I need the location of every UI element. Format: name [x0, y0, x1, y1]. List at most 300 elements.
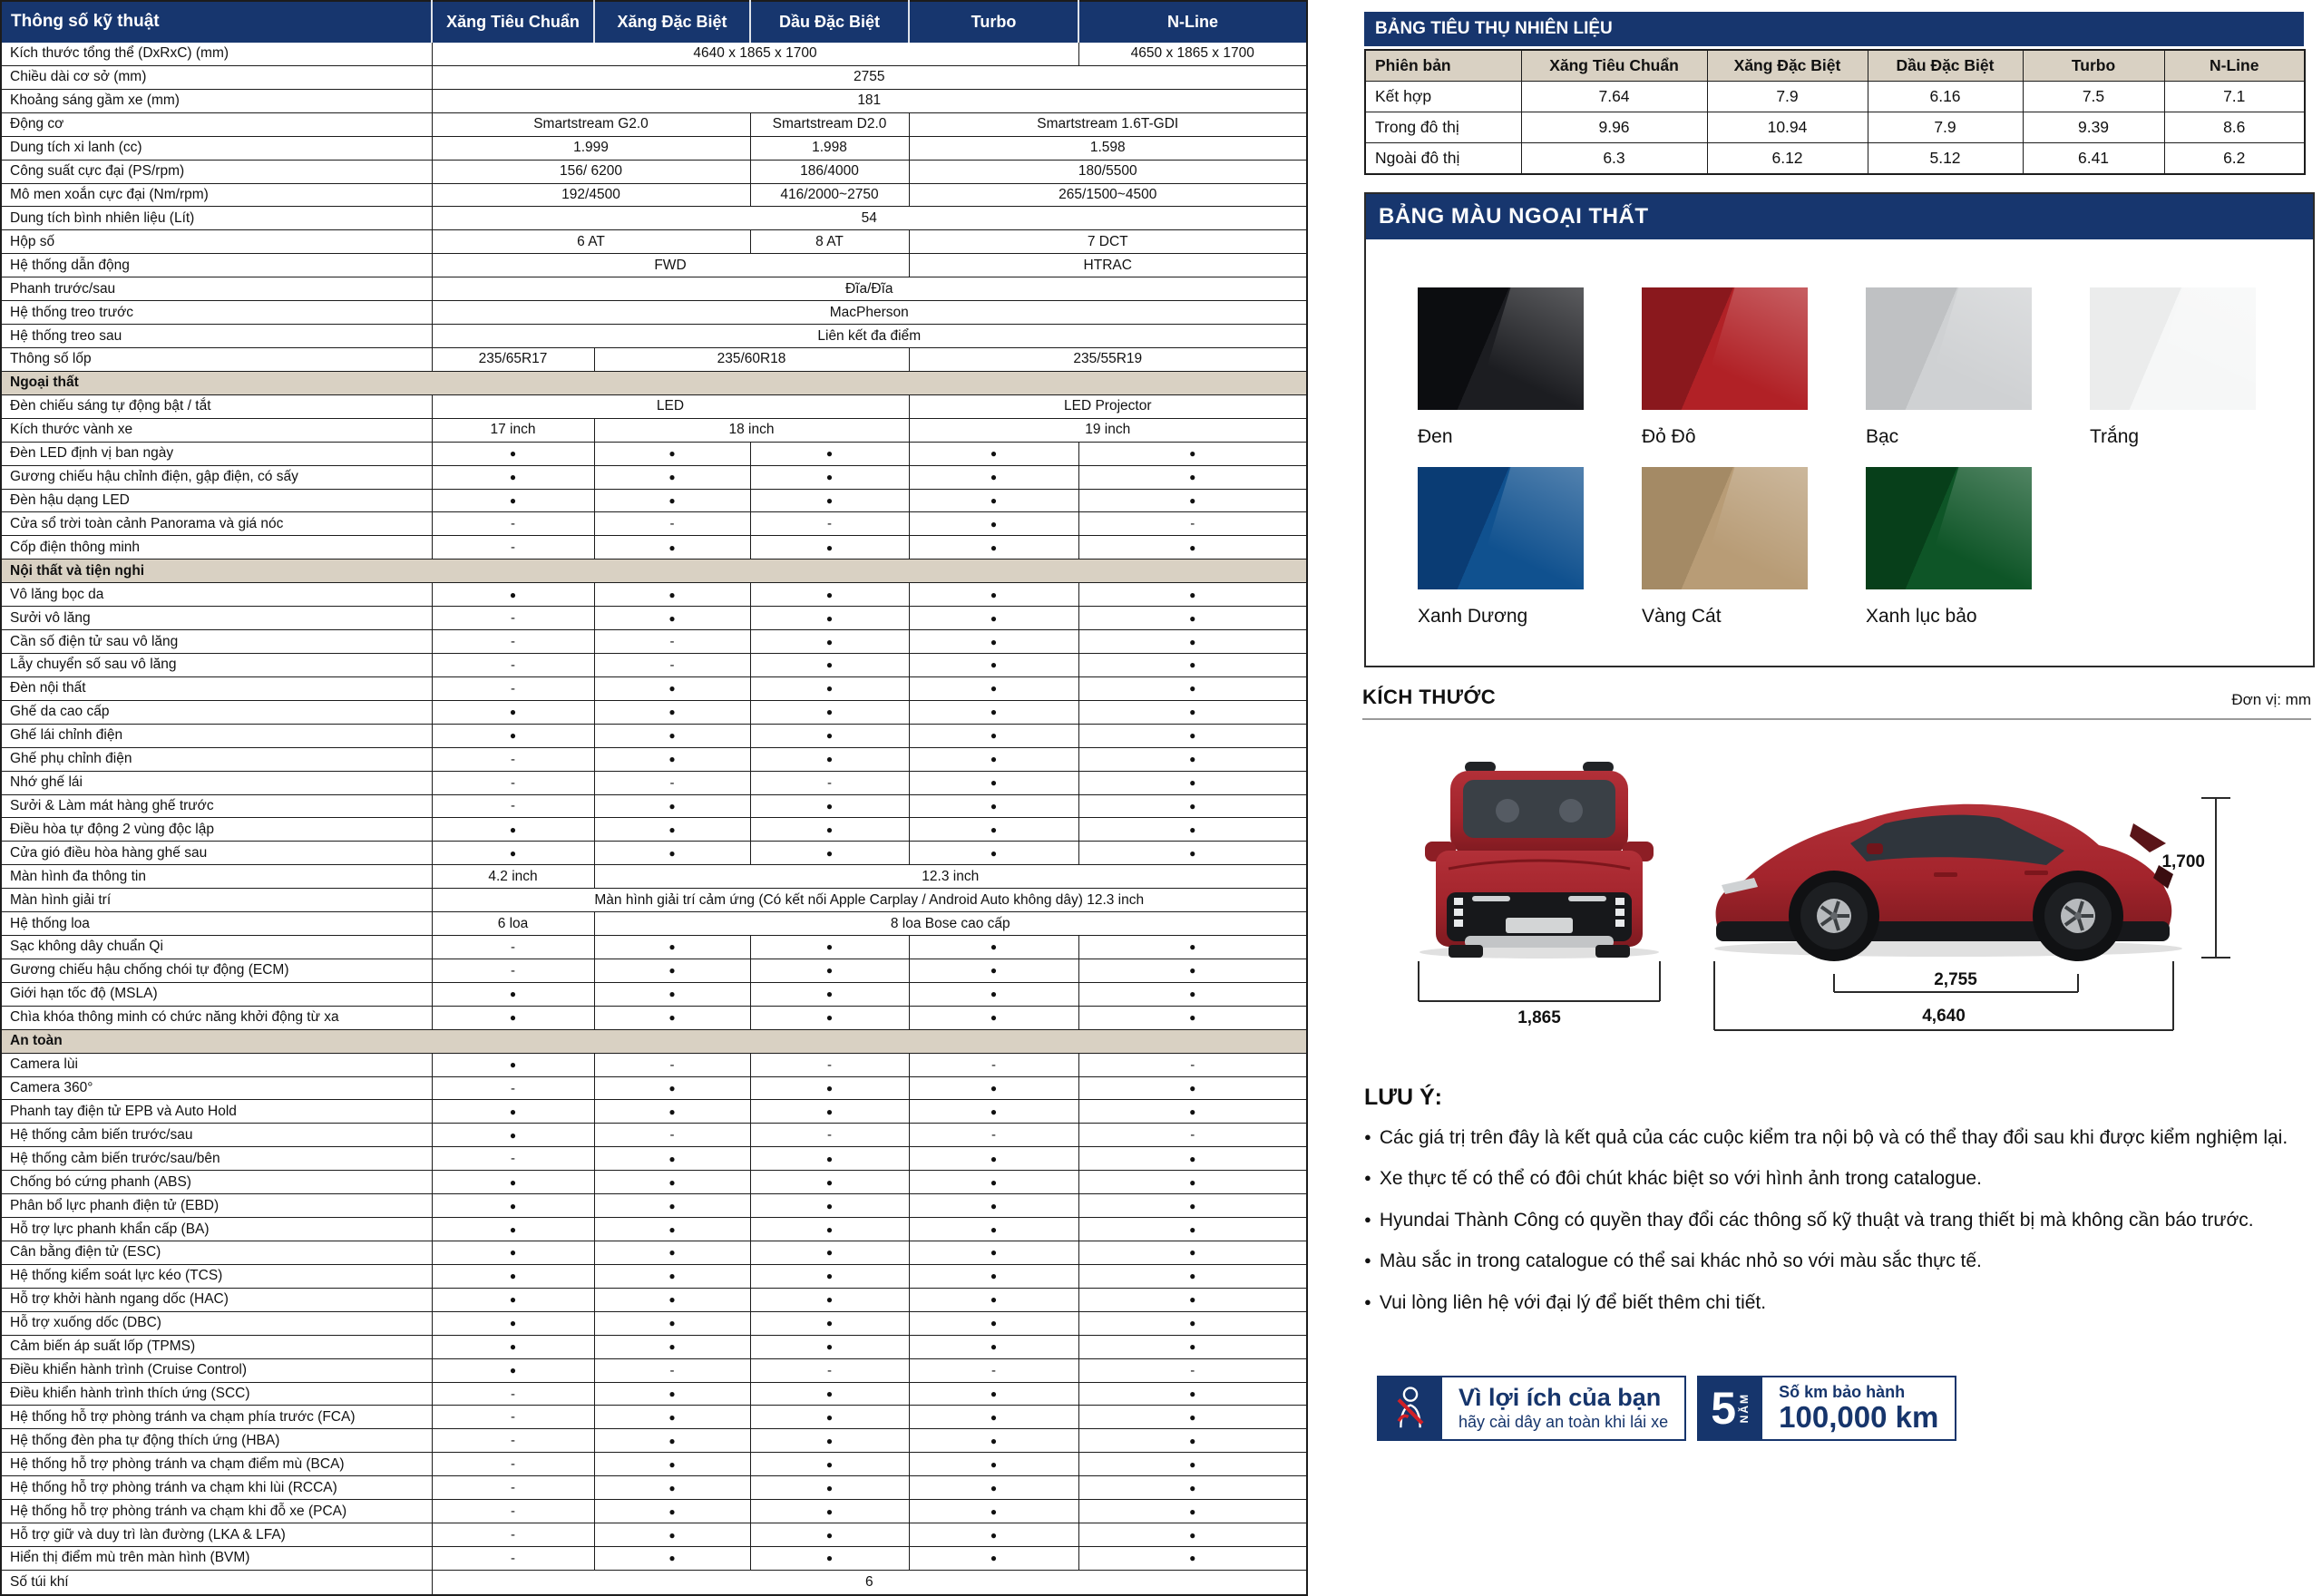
color-swatch-label: Đỏ Đô	[1642, 426, 1696, 447]
feature-included-dot: ●	[1078, 1311, 1307, 1335]
spec-row-label: Sạc không dây chuẩn Qi	[1, 936, 432, 959]
feature-included-dot: ●	[1078, 1194, 1307, 1218]
feature-included-dot: ●	[1078, 1100, 1307, 1124]
spec-row-label: Chiều dài cơ sở (mm)	[1, 65, 432, 89]
feature-included-dot: ●	[909, 1006, 1078, 1029]
feature-included-dot: ●	[909, 1171, 1078, 1194]
spec-row-label: Hỗ trợ xuống dốc (DBC)	[1, 1311, 432, 1335]
spec-row-label: Cửa gió điều hòa hàng ghế sau	[1, 842, 432, 865]
spec-row-label: Hỗ trợ lực phanh khẩn cấp (BA)	[1, 1218, 432, 1241]
feature-included-dot: ●	[909, 1547, 1078, 1571]
spec-row	[1, 959, 1307, 982]
feature-included-dot: ●	[909, 1406, 1078, 1429]
spec-value: 12.3 inch	[594, 865, 1307, 889]
spec-row-label: Ghế da cao cấp	[1, 700, 432, 724]
spec-row	[1, 1288, 1307, 1311]
spec-row-label: Điều khiển hành trình (Cruise Control)	[1, 1358, 432, 1382]
spec-row	[1, 1358, 1307, 1382]
feature-included-dot: ●	[1078, 959, 1307, 982]
feature-included-dot: ●	[594, 489, 750, 512]
spec-row	[1, 936, 1307, 959]
spec-row-label: Đèn LED định vị ban ngày	[1, 442, 432, 465]
feature-included-dot: ●	[909, 1076, 1078, 1100]
spec-row-label: Chống bó cứng phanh (ABS)	[1, 1171, 432, 1194]
feature-included-dot: ●	[594, 1264, 750, 1288]
fuel-table	[1364, 49, 2306, 175]
spec-value: HTRAC	[909, 254, 1307, 277]
feature-included-dot: ●	[750, 653, 909, 676]
feature-included-dot: ●	[432, 818, 594, 842]
feature-included-dot: ●	[432, 1335, 594, 1358]
warranty-badge-line2: 100,000 km	[1779, 1400, 1939, 1435]
car-front-view-illustration	[1420, 762, 1659, 959]
spec-row	[1, 1053, 1307, 1076]
spec-row	[1, 183, 1307, 207]
feature-unavailable-dash: -	[750, 1053, 909, 1076]
feature-included-dot: ●	[1078, 442, 1307, 465]
feature-unavailable-dash: -	[432, 653, 594, 676]
notes-block	[1364, 1085, 2317, 1317]
spec-row	[1, 818, 1307, 842]
feature-included-dot: ●	[1078, 1335, 1307, 1358]
spec-row-label: Mô men xoắn cực đại (Nm/rpm)	[1, 183, 432, 207]
feature-included-dot: ●	[1078, 936, 1307, 959]
feature-unavailable-dash: -	[432, 607, 594, 630]
spec-value: 7 DCT	[909, 230, 1307, 254]
spec-row	[1, 1264, 1307, 1288]
spec-row-label: Gương chiếu hậu chống chói tự động (ECM)	[1, 959, 432, 982]
spec-row-label: Hệ thống hỗ trợ phòng tránh va chạm khi đỗ xe (PCA)	[1, 1500, 432, 1523]
spec-row-label: Phanh trước/sau	[1, 277, 432, 301]
feature-unavailable-dash: -	[432, 936, 594, 959]
feature-unavailable-dash: -	[1078, 1053, 1307, 1076]
spec-row	[1, 1382, 1307, 1406]
feature-included-dot: ●	[1078, 1076, 1307, 1100]
spec-row	[1, 912, 1307, 936]
spec-row-label: Hệ thống dẫn động	[1, 254, 432, 277]
feature-included-dot: ●	[909, 442, 1078, 465]
seatbelt-badge-title: Vì lợi ích của bạn	[1459, 1383, 1662, 1411]
feature-included-dot: ●	[909, 489, 1078, 512]
spec-row	[1, 1500, 1307, 1523]
feature-included-dot: ●	[750, 1171, 909, 1194]
feature-included-dot: ●	[594, 676, 750, 700]
spec-row-label: Chìa khóa thông minh có chức năng khởi động từ xa	[1, 1006, 432, 1029]
spec-row-label: Đèn hậu dạng LED	[1, 489, 432, 512]
spec-row-label: Hệ thống loa	[1, 912, 432, 936]
spec-row	[1, 1570, 1307, 1595]
dimensions-header	[1362, 686, 2311, 709]
spec-row	[1, 442, 1307, 465]
feature-included-dot: ●	[1078, 700, 1307, 724]
feature-included-dot: ●	[594, 1241, 750, 1265]
spec-section-row	[1, 371, 1307, 394]
feature-included-dot: ●	[1078, 1523, 1307, 1547]
color-swatch	[1642, 467, 1808, 589]
feature-included-dot: ●	[909, 1100, 1078, 1124]
feature-included-dot: ●	[909, 630, 1078, 654]
spec-row-label: Động cơ	[1, 112, 432, 136]
seatbelt-badge-subtitle: hãy cài dây an toàn khi lái xe	[1459, 1413, 1669, 1432]
spec-row	[1, 982, 1307, 1006]
spec-row	[1, 676, 1307, 700]
feature-included-dot: ●	[909, 1288, 1078, 1311]
spec-row	[1, 842, 1307, 865]
spec-value: LED Projector	[909, 394, 1307, 418]
feature-included-dot: ●	[750, 1500, 909, 1523]
feature-included-dot: ●	[750, 842, 909, 865]
fuel-value: 6.41	[2023, 143, 2164, 175]
feature-included-dot: ●	[1078, 842, 1307, 865]
spec-table-title: Thông số kỹ thuật	[1, 1, 432, 43]
spec-row	[1, 889, 1307, 912]
spec-row-label: Cân bằng điện tử (ESC)	[1, 1241, 432, 1265]
feature-unavailable-dash: -	[432, 1453, 594, 1476]
feature-included-dot: ●	[594, 1406, 750, 1429]
spec-row-label: Ghế lái chỉnh điện	[1, 724, 432, 747]
feature-included-dot: ●	[909, 1218, 1078, 1241]
feature-included-dot: ●	[750, 676, 909, 700]
feature-included-dot: ●	[1078, 1476, 1307, 1500]
feature-included-dot: ●	[750, 959, 909, 982]
color-swatch-card	[1642, 467, 1808, 628]
feature-unavailable-dash: -	[432, 1382, 594, 1406]
fuel-value: 8.6	[2164, 112, 2305, 143]
feature-included-dot: ●	[1078, 1218, 1307, 1241]
spec-row-label: Lẫy chuyển số sau vô lăng	[1, 653, 432, 676]
feature-included-dot: ●	[1078, 583, 1307, 607]
feature-included-dot: ●	[1078, 1241, 1307, 1265]
spec-row	[1, 112, 1307, 136]
spec-row	[1, 465, 1307, 489]
dimensions-unit-label: Đơn vị: mm	[2231, 691, 2311, 708]
feature-included-dot: ●	[909, 465, 1078, 489]
feature-included-dot: ●	[1078, 536, 1307, 560]
spec-row	[1, 1453, 1307, 1476]
feature-included-dot: ●	[750, 1547, 909, 1571]
feature-included-dot: ●	[594, 1476, 750, 1500]
feature-included-dot: ●	[594, 1335, 750, 1358]
spec-table-header-row	[1, 1, 1307, 43]
feature-unavailable-dash: -	[909, 1358, 1078, 1382]
fuel-value: 7.64	[1521, 82, 1707, 112]
feature-included-dot: ●	[432, 1053, 594, 1076]
feature-included-dot: ●	[750, 747, 909, 771]
spec-value: 1.598	[909, 136, 1307, 160]
feature-included-dot: ●	[432, 1100, 594, 1124]
note-item: ● Màu sắc in trong catalogue có thể sai khác nhỏ so với màu sắc thực tế.	[1364, 1248, 2317, 1275]
feature-unavailable-dash: -	[432, 536, 594, 560]
feature-included-dot: ●	[432, 842, 594, 865]
feature-included-dot: ●	[594, 1523, 750, 1547]
feature-unavailable-dash: -	[594, 630, 750, 654]
spec-value: 4640 x 1865 x 1700	[432, 43, 1078, 66]
feature-unavailable-dash: -	[594, 512, 750, 536]
feature-included-dot: ●	[432, 1171, 594, 1194]
spec-row-label: Ghế phụ chỉnh điện	[1, 747, 432, 771]
feature-unavailable-dash: -	[432, 747, 594, 771]
feature-included-dot: ●	[1078, 1453, 1307, 1476]
spec-row	[1, 394, 1307, 418]
feature-included-dot: ●	[594, 1171, 750, 1194]
feature-included-dot: ●	[1078, 653, 1307, 676]
fuel-col-header: Dầu Đặc Biệt	[1868, 50, 2023, 82]
spec-row-label: Sưởi vô lăng	[1, 607, 432, 630]
feature-included-dot: ●	[909, 982, 1078, 1006]
feature-included-dot: ●	[594, 1147, 750, 1171]
feature-included-dot: ●	[1078, 771, 1307, 794]
feature-included-dot: ●	[594, 747, 750, 771]
fuel-row	[1365, 143, 2305, 175]
feature-included-dot: ●	[750, 536, 909, 560]
feature-included-dot: ●	[432, 724, 594, 747]
spec-row-label: Thông số lốp	[1, 347, 432, 371]
spec-value: MacPherson	[432, 301, 1307, 325]
fuel-value: 9.96	[1521, 112, 1707, 143]
fuel-value: 6.12	[1707, 143, 1868, 175]
feature-included-dot: ●	[909, 1523, 1078, 1547]
spec-row	[1, 1147, 1307, 1171]
feature-included-dot: ●	[750, 700, 909, 724]
feature-included-dot: ●	[750, 1311, 909, 1335]
color-swatch	[1418, 287, 1584, 410]
feature-included-dot: ●	[594, 1006, 750, 1029]
spec-value: Smartstream G2.0	[432, 112, 750, 136]
spec-value: LED	[432, 394, 909, 418]
spec-row-label: Cốp điện thông minh	[1, 536, 432, 560]
feature-unavailable-dash: -	[594, 1053, 750, 1076]
color-swatch-label: Đen	[1418, 426, 1453, 447]
feature-included-dot: ●	[432, 1358, 594, 1382]
warranty-badge-line1: Số km bảo hành	[1779, 1383, 1906, 1402]
spec-row	[1, 1523, 1307, 1547]
spec-row	[1, 724, 1307, 747]
feature-included-dot: ●	[432, 442, 594, 465]
fuel-col-header: Xăng Tiêu Chuẩn	[1521, 50, 1707, 82]
feature-included-dot: ●	[750, 818, 909, 842]
spec-row-label: Sưởi & Làm mát hàng ghế trước	[1, 794, 432, 818]
badge-row	[1377, 1376, 1956, 1441]
feature-included-dot: ●	[594, 442, 750, 465]
spec-row	[1, 747, 1307, 771]
spec-row-label: Camera 360°	[1, 1076, 432, 1100]
fuel-table-header-row	[1365, 50, 2305, 82]
spec-value: 186/4000	[750, 160, 909, 183]
spec-row	[1, 489, 1307, 512]
feature-included-dot: ●	[1078, 1547, 1307, 1571]
spec-row	[1, 653, 1307, 676]
feature-unavailable-dash: -	[432, 1076, 594, 1100]
spec-row-label: Khoảng sáng gầm xe (mm)	[1, 89, 432, 112]
color-swatch-label: Xanh lục bảo	[1866, 606, 1977, 627]
color-swatch-label: Trắng	[2090, 426, 2140, 447]
spec-row	[1, 347, 1307, 371]
exterior-colors-panel	[1364, 192, 2315, 667]
feature-included-dot: ●	[432, 700, 594, 724]
spec-section-label: Ngoại thất	[1, 371, 1307, 394]
fuel-row-label: Ngoài đô thị	[1365, 143, 1521, 175]
feature-included-dot: ●	[909, 512, 1078, 536]
spec-col-header: N-Line	[1078, 1, 1307, 43]
spec-row	[1, 1100, 1307, 1124]
feature-included-dot: ●	[594, 1311, 750, 1335]
feature-included-dot: ●	[909, 1335, 1078, 1358]
feature-included-dot: ●	[750, 1264, 909, 1288]
feature-included-dot: ●	[594, 1288, 750, 1311]
spec-row-label: Số túi khí	[1, 1570, 432, 1595]
feature-included-dot: ●	[909, 1500, 1078, 1523]
fuel-value: 6.16	[1868, 82, 2023, 112]
feature-included-dot: ●	[432, 1264, 594, 1288]
feature-included-dot: ●	[1078, 1406, 1307, 1429]
spec-col-header: Dầu Đặc Biệt	[750, 1, 909, 43]
spec-section-row	[1, 1029, 1307, 1053]
color-swatch-card	[1418, 287, 1584, 448]
spec-row-label: Hệ thống kiểm soát lực kéo (TCS)	[1, 1264, 432, 1288]
spec-row-label: Hệ thống cảm biến trước/sau/bên	[1, 1147, 432, 1171]
spec-row	[1, 89, 1307, 112]
spec-row-label: Cảm biến áp suất lốp (TPMS)	[1, 1335, 432, 1358]
dimensions-divider	[1362, 718, 2311, 720]
warranty-badge	[1697, 1376, 1956, 1441]
spec-row	[1, 630, 1307, 654]
feature-included-dot: ●	[1078, 630, 1307, 654]
feature-included-dot: ●	[1078, 465, 1307, 489]
spec-value: 235/55R19	[909, 347, 1307, 371]
fuel-row-label: Kết hợp	[1365, 82, 1521, 112]
feature-unavailable-dash: -	[594, 1124, 750, 1147]
feature-included-dot: ●	[594, 1218, 750, 1241]
spec-value: 235/65R17	[432, 347, 594, 371]
spec-col-header: Turbo	[909, 1, 1078, 43]
front-width-dim-label: 1,865	[1517, 1008, 1561, 1027]
feature-included-dot: ●	[909, 1241, 1078, 1265]
color-swatch-label: Vàng Cát	[1642, 606, 1722, 627]
feature-unavailable-dash: -	[432, 1523, 594, 1547]
spec-row-label: Hệ thống đèn pha tự động thích ứng (HBA)	[1, 1429, 432, 1453]
front-width-dim-line	[1419, 961, 1660, 1001]
spec-value: FWD	[432, 254, 909, 277]
color-swatch-grid	[1366, 239, 2313, 628]
spec-value: 6 loa	[432, 912, 594, 936]
note-item: ● Xe thực tế có thể có đôi chút khác biệt so với hình ảnh trong catalogue.	[1364, 1165, 2317, 1192]
feature-included-dot: ●	[909, 583, 1078, 607]
spec-row-label: Điều khiển hành trình thích ứng (SCC)	[1, 1382, 432, 1406]
spec-row-label: Hệ thống treo sau	[1, 325, 432, 348]
feature-unavailable-dash: -	[432, 1429, 594, 1453]
fuel-row	[1365, 112, 2305, 143]
feature-included-dot: ●	[1078, 1500, 1307, 1523]
height-dim-line	[2201, 798, 2230, 958]
feature-included-dot: ●	[750, 1406, 909, 1429]
spec-value: 6 AT	[432, 230, 750, 254]
feature-included-dot: ●	[432, 583, 594, 607]
warranty-years-number: 5	[1711, 1383, 1737, 1434]
spec-row-label: Cửa sổ trời toàn cảnh Panorama và giá nóc	[1, 512, 432, 536]
spec-row-label: Điều hòa tự động 2 vùng độc lập	[1, 818, 432, 842]
feature-included-dot: ●	[432, 1288, 594, 1311]
color-swatch-label: Xanh Dương	[1418, 606, 1528, 627]
spec-value: 54	[432, 207, 1307, 230]
feature-included-dot: ●	[594, 1547, 750, 1571]
spec-value: 8 AT	[750, 230, 909, 254]
spec-col-header: Xăng Đặc Biệt	[594, 1, 750, 43]
feature-included-dot: ●	[909, 771, 1078, 794]
feature-included-dot: ●	[1078, 818, 1307, 842]
feature-unavailable-dash: -	[432, 676, 594, 700]
spec-value: 17 inch	[432, 418, 594, 442]
spec-row-label: Phanh tay điện tử EPB và Auto Hold	[1, 1100, 432, 1124]
feature-included-dot: ●	[750, 1100, 909, 1124]
feature-included-dot: ●	[432, 465, 594, 489]
feature-unavailable-dash: -	[750, 1358, 909, 1382]
feature-unavailable-dash: -	[432, 512, 594, 536]
spec-row	[1, 1171, 1307, 1194]
fuel-value: 5.12	[1868, 143, 2023, 175]
spec-value: 6	[432, 1570, 1307, 1595]
feature-unavailable-dash: -	[432, 1147, 594, 1171]
spec-col-header: Xăng Tiêu Chuẩn	[432, 1, 594, 43]
feature-unavailable-dash: -	[750, 512, 909, 536]
fuel-table-title: BẢNG TIÊU THỤ NHIÊN LIỆU	[1364, 12, 2304, 46]
spec-row	[1, 1124, 1307, 1147]
spec-value: 4.2 inch	[432, 865, 594, 889]
feature-included-dot: ●	[750, 489, 909, 512]
fuel-row	[1365, 82, 2305, 112]
feature-included-dot: ●	[750, 1218, 909, 1241]
fuel-version-header: Phiên bản	[1365, 50, 1521, 82]
feature-included-dot: ●	[750, 1453, 909, 1476]
feature-included-dot: ●	[909, 607, 1078, 630]
spec-value: 180/5500	[909, 160, 1307, 183]
feature-unavailable-dash: -	[1078, 1124, 1307, 1147]
feature-included-dot: ●	[594, 583, 750, 607]
feature-included-dot: ●	[909, 818, 1078, 842]
spec-row	[1, 230, 1307, 254]
feature-included-dot: ●	[750, 1523, 909, 1547]
feature-unavailable-dash: -	[432, 1406, 594, 1429]
spec-row-label: Màn hình giải trí	[1, 889, 432, 912]
feature-included-dot: ●	[594, 1076, 750, 1100]
feature-unavailable-dash: -	[432, 794, 594, 818]
spec-row-label: Phân bổ lực phanh điện tử (EBD)	[1, 1194, 432, 1218]
feature-unavailable-dash: -	[1078, 1358, 1307, 1382]
fuel-value: 6.3	[1521, 143, 1707, 175]
exterior-colors-title: BẢNG MÀU NGOẠI THẤT	[1366, 194, 2313, 239]
feature-included-dot: ●	[750, 442, 909, 465]
spec-row-label: Hệ thống cảm biến trước/sau	[1, 1124, 432, 1147]
car-side-view-illustration	[1714, 804, 2182, 961]
color-swatch	[2090, 287, 2256, 410]
feature-included-dot: ●	[750, 724, 909, 747]
spec-value: 416/2000~2750	[750, 183, 909, 207]
feature-included-dot: ●	[1078, 1006, 1307, 1029]
spec-row	[1, 536, 1307, 560]
feature-unavailable-dash: -	[1078, 512, 1307, 536]
feature-included-dot: ●	[909, 700, 1078, 724]
spec-row-label: Hệ thống hỗ trợ phòng tránh va chạm khi lùi (RCCA)	[1, 1476, 432, 1500]
spec-value: Liên kết đa điểm	[432, 325, 1307, 348]
fuel-consumption-block	[1364, 12, 2304, 175]
spec-row	[1, 1218, 1307, 1241]
spec-value: Smartstream 1.6T-GDI	[909, 112, 1307, 136]
spec-row	[1, 1241, 1307, 1265]
feature-included-dot: ●	[432, 1311, 594, 1335]
feature-unavailable-dash: -	[432, 1547, 594, 1571]
feature-included-dot: ●	[594, 465, 750, 489]
feature-included-dot: ●	[1078, 794, 1307, 818]
spec-value: 2755	[432, 65, 1307, 89]
